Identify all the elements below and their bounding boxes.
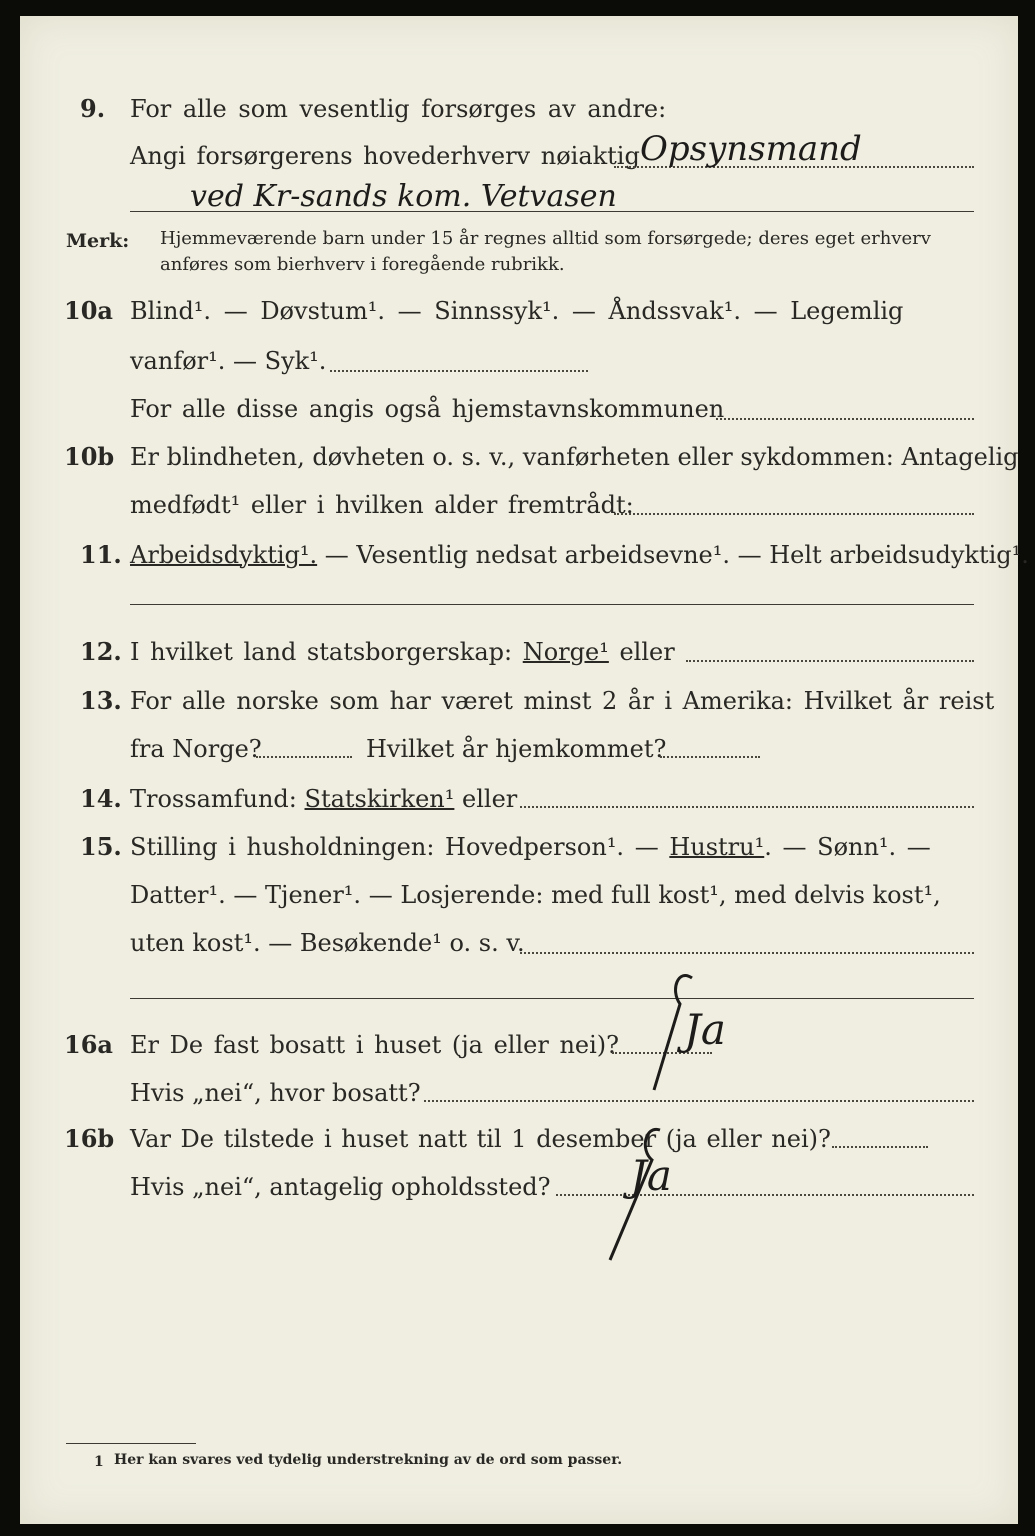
q10a-line2: vanfør¹. — Syk¹. xyxy=(130,347,327,375)
q13-line1: For alle norske som har været minst 2 år i Amerika: Hvilket år reist xyxy=(130,687,995,715)
q9-handwritten-text-2: ved Kr-sands kom. Vetvasen xyxy=(190,179,617,214)
q16b-answer-line-1 xyxy=(832,1146,928,1148)
q13-line2b: Hvilket år hjemkommet? xyxy=(366,735,667,763)
q13-answer-line-2 xyxy=(660,756,760,758)
q14-answer-line xyxy=(520,806,974,808)
q16a-number: 16a xyxy=(64,1030,113,1059)
q12-number: 12. xyxy=(80,637,122,666)
q10b-line1: Er blindheten, døvheten o. s. v., vanførheten eller sykdommen: Antagelig xyxy=(130,443,1019,471)
q15-answer-line-2 xyxy=(130,998,974,999)
q16a-handwritten-text: Ja xyxy=(684,1005,726,1054)
q14-line xyxy=(130,784,517,814)
q13-number: 13. xyxy=(80,686,122,715)
merk-label: Merk: xyxy=(66,230,130,252)
q16b-handwritten-text: Ja xyxy=(630,1151,672,1200)
q16b-line1: Var De tilstede i huset natt til 1 desember (ja eller nei)? xyxy=(130,1125,831,1153)
q9-line2: Angi forsørgerens hovederhverv nøiaktig xyxy=(130,142,640,170)
q13-line2a: fra Norge? xyxy=(130,735,262,763)
q16a-answer-line-2 xyxy=(424,1100,974,1102)
q10a-answer-line-2 xyxy=(716,418,974,420)
q12-line xyxy=(130,637,675,667)
q16b-handwriting xyxy=(590,1120,770,1270)
q10b-number: 10b xyxy=(64,442,115,471)
q16b-number: 16b xyxy=(64,1124,115,1153)
q9-handwriting-1 xyxy=(600,120,980,174)
q11-rest: — Vesentlig nedsat arbeidsevne¹. — Helt arbeidsudyktig¹. xyxy=(317,541,1029,569)
q14-pre: Trossamfund: xyxy=(130,785,305,813)
q9-line1: For alle som vesentlig forsørges av andre: xyxy=(130,95,667,123)
q10a-line3: For alle disse angis også hjemstavnskommunen xyxy=(130,395,725,423)
q11-answer-line xyxy=(130,604,974,605)
q16b-line2: Hvis „nei“, antagelig opholdssted? xyxy=(130,1173,551,1201)
merk-line1: Hjemmeværende barn under 15 år regnes alltid som forsørgede; deres eget erhverv xyxy=(160,228,931,249)
q9-handwriting-2 xyxy=(170,172,870,218)
q12-pre: I hvilket land statsborgerskap: xyxy=(130,638,523,666)
q16a-handwriting xyxy=(600,960,760,1100)
footnote-mark: 1 xyxy=(94,1454,104,1470)
q15-line2: Datter¹. — Tjener¹. — Losjerende: med full kost¹, med delvis kost¹, xyxy=(130,881,941,909)
q11-option-arbeidsdyktig: Arbeidsdyktig¹. xyxy=(130,541,318,569)
merk-line2: anføres som bierhverv i foregående rubrikk. xyxy=(160,254,565,275)
q14-number: 14. xyxy=(80,784,122,813)
q14-option-statskirken: Statskirken¹ xyxy=(304,785,455,813)
q10a-line1: Blind¹. — Døvstum¹. — Sinnssyk¹. — Åndssvak¹. — Legemlig xyxy=(130,297,904,325)
q15-line1 xyxy=(130,832,931,862)
q15-option-hustru: Hustru¹ xyxy=(669,833,765,861)
q14-post: eller xyxy=(454,785,518,813)
q15-line1-post: . — Sønn¹. — xyxy=(764,833,931,861)
q15-answer-line-1 xyxy=(520,952,974,954)
q16a-line1: Er De fast bosatt i huset (ja eller nei)? xyxy=(130,1031,620,1059)
q12-answer-line xyxy=(686,660,974,662)
q9-number: 9. xyxy=(80,94,106,123)
q15-line1-pre: Stilling i husholdningen: Hovedperson¹. — xyxy=(130,833,670,861)
q15-number: 15. xyxy=(80,832,122,861)
footnote-divider xyxy=(66,1443,196,1444)
q10b-line2: medfødt¹ eller i hvilken alder fremtrådt: xyxy=(130,491,634,519)
q10a-number: 10a xyxy=(64,296,113,325)
q13-answer-line-1 xyxy=(256,756,352,758)
q10b-answer-line xyxy=(614,513,974,515)
footnote-text: Her kan svares ved tydelig understrekning av de ord som passer. xyxy=(114,1452,623,1468)
q10a-answer-line-1 xyxy=(330,370,588,372)
q12-option-norge: Norge¹ xyxy=(522,638,609,666)
q11-line xyxy=(130,540,1029,570)
q15-line3: uten kost¹. — Besøkende¹ o. s. v. xyxy=(130,929,525,957)
q11-number: 11. xyxy=(80,540,122,569)
q9-handwritten-text-1: Opsynsmand xyxy=(640,129,862,169)
q12-post: eller xyxy=(608,638,675,666)
q16a-line2: Hvis „nei“, hvor bosatt? xyxy=(130,1079,421,1107)
